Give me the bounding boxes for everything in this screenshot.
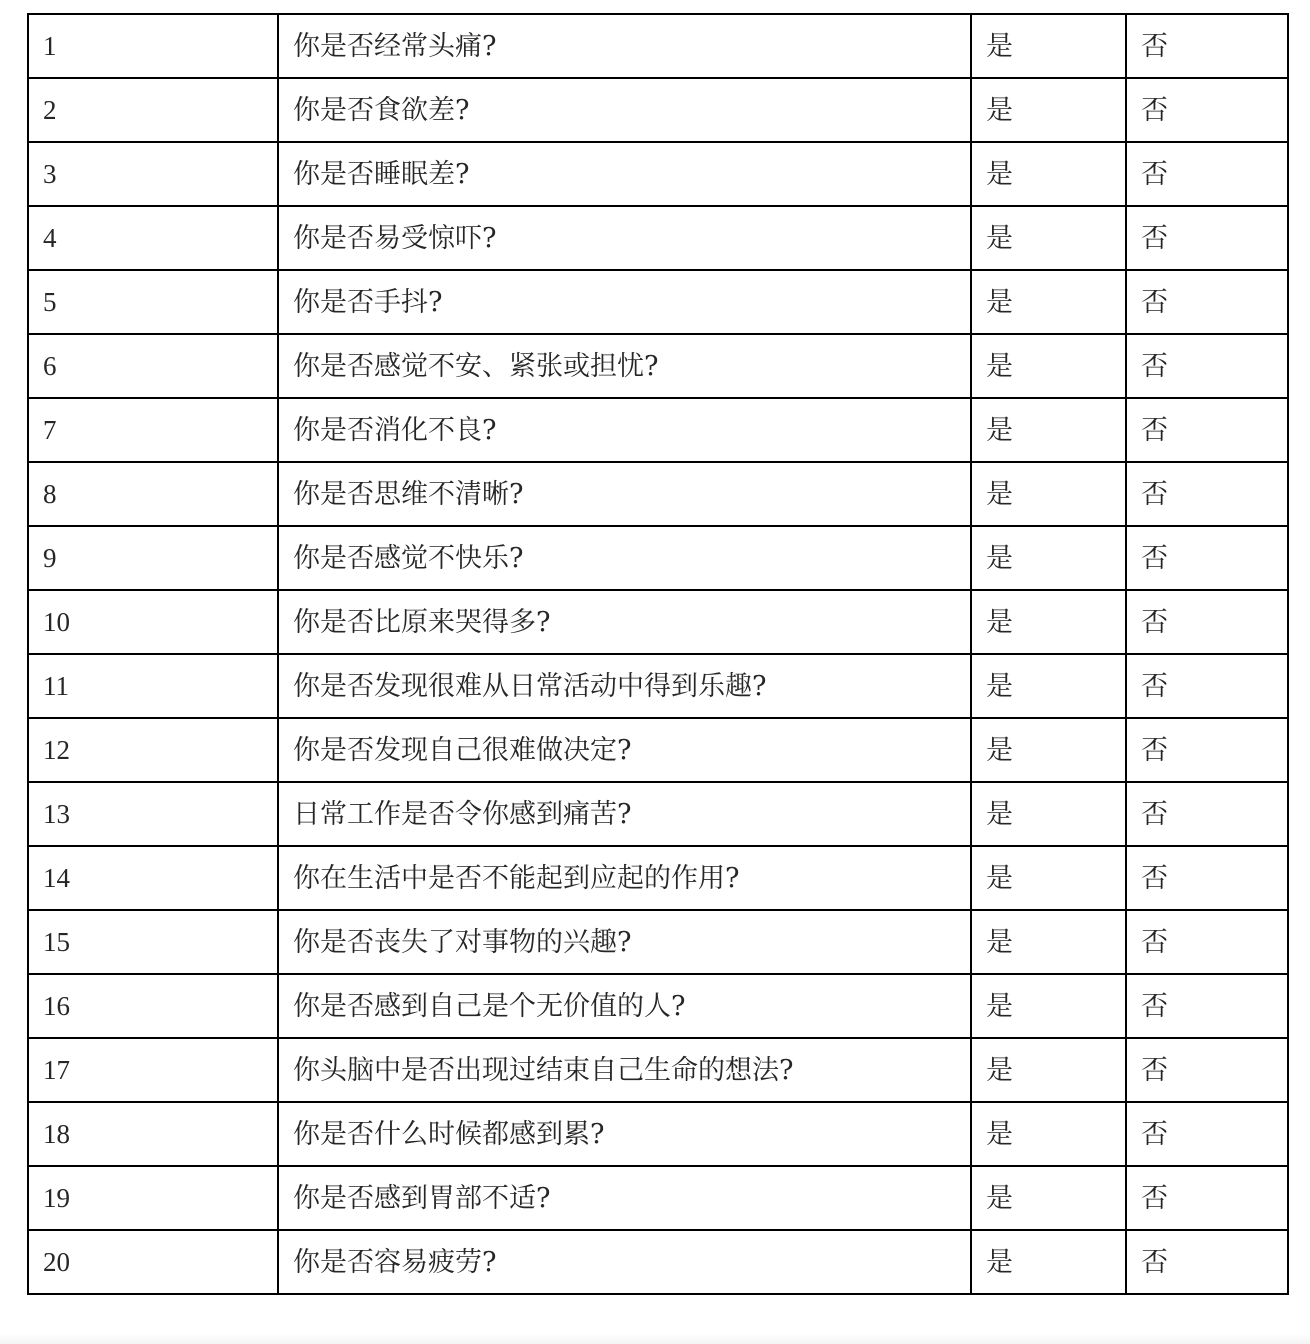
row-number-cell: 14	[28, 846, 278, 910]
question-cell: 你是否感到胃部不适?	[278, 1166, 971, 1230]
table-row	[28, 654, 1288, 718]
table-row	[28, 718, 1288, 782]
no-option-cell[interactable]: 否	[1126, 846, 1288, 910]
yes-option-cell[interactable]: 是	[971, 78, 1126, 142]
question-cell: 你是否思维不清晰?	[278, 462, 971, 526]
row-number-cell: 20	[28, 1230, 278, 1294]
yes-option-cell[interactable]: 是	[971, 1102, 1126, 1166]
table-row	[28, 1102, 1288, 1166]
question-cell: 你是否感觉不安、紧张或担忧?	[278, 334, 971, 398]
question-cell: 你是否丧失了对事物的兴趣?	[278, 910, 971, 974]
no-option-cell[interactable]: 否	[1126, 78, 1288, 142]
no-option-cell[interactable]: 否	[1126, 1230, 1288, 1294]
table-row	[28, 270, 1288, 334]
no-option-cell[interactable]: 否	[1126, 142, 1288, 206]
yes-option-cell[interactable]: 是	[971, 974, 1126, 1038]
table-row	[28, 462, 1288, 526]
no-option-cell[interactable]: 否	[1126, 462, 1288, 526]
table-row	[28, 206, 1288, 270]
row-number-cell: 6	[28, 334, 278, 398]
question-cell: 你是否消化不良?	[278, 398, 971, 462]
table-row	[28, 1038, 1288, 1102]
row-number-cell: 2	[28, 78, 278, 142]
row-number-cell: 11	[28, 654, 278, 718]
question-cell: 你是否经常头痛?	[278, 14, 971, 78]
question-cell: 你是否手抖?	[278, 270, 971, 334]
no-option-cell[interactable]: 否	[1126, 782, 1288, 846]
table-row	[28, 142, 1288, 206]
yes-option-cell[interactable]: 是	[971, 14, 1126, 78]
no-option-cell[interactable]: 否	[1126, 526, 1288, 590]
table-row	[28, 974, 1288, 1038]
no-option-cell[interactable]: 否	[1126, 974, 1288, 1038]
yes-option-cell[interactable]: 是	[971, 206, 1126, 270]
table-row	[28, 590, 1288, 654]
table-row	[28, 14, 1288, 78]
question-cell: 你是否感觉不快乐?	[278, 526, 971, 590]
question-cell: 你是否食欲差?	[278, 78, 971, 142]
table-row	[28, 1230, 1288, 1294]
no-option-cell[interactable]: 否	[1126, 334, 1288, 398]
row-number-cell: 4	[28, 206, 278, 270]
yes-option-cell[interactable]: 是	[971, 910, 1126, 974]
row-number-cell: 13	[28, 782, 278, 846]
question-cell: 你是否睡眠差?	[278, 142, 971, 206]
yes-option-cell[interactable]: 是	[971, 1166, 1126, 1230]
yes-option-cell[interactable]: 是	[971, 782, 1126, 846]
no-option-cell[interactable]: 否	[1126, 590, 1288, 654]
no-option-cell[interactable]: 否	[1126, 398, 1288, 462]
table-row	[28, 78, 1288, 142]
question-cell: 你是否什么时候都感到累?	[278, 1102, 971, 1166]
row-number-cell: 1	[28, 14, 278, 78]
table-row	[28, 398, 1288, 462]
question-cell: 你是否发现自己很难做决定?	[278, 718, 971, 782]
question-cell: 你是否发现很难从日常活动中得到乐趣?	[278, 654, 971, 718]
no-option-cell[interactable]: 否	[1126, 1102, 1288, 1166]
yes-option-cell[interactable]: 是	[971, 270, 1126, 334]
row-number-cell: 17	[28, 1038, 278, 1102]
yes-option-cell[interactable]: 是	[971, 590, 1126, 654]
row-number-cell: 12	[28, 718, 278, 782]
yes-option-cell[interactable]: 是	[971, 718, 1126, 782]
table-row	[28, 782, 1288, 846]
question-cell: 你头脑中是否出现过结束自己生命的想法?	[278, 1038, 971, 1102]
row-number-cell: 3	[28, 142, 278, 206]
yes-option-cell[interactable]: 是	[971, 1038, 1126, 1102]
row-number-cell: 8	[28, 462, 278, 526]
table-body	[28, 14, 1288, 1294]
table-row	[28, 334, 1288, 398]
yes-option-cell[interactable]: 是	[971, 462, 1126, 526]
questionnaire-table	[27, 13, 1289, 1295]
row-number-cell: 9	[28, 526, 278, 590]
no-option-cell[interactable]: 否	[1126, 270, 1288, 334]
yes-option-cell[interactable]: 是	[971, 654, 1126, 718]
row-number-cell: 10	[28, 590, 278, 654]
question-cell: 你是否感到自己是个无价值的人?	[278, 974, 971, 1038]
row-number-cell: 7	[28, 398, 278, 462]
question-cell: 你是否易受惊吓?	[278, 206, 971, 270]
row-number-cell: 19	[28, 1166, 278, 1230]
table-row	[28, 526, 1288, 590]
no-option-cell[interactable]: 否	[1126, 654, 1288, 718]
yes-option-cell[interactable]: 是	[971, 526, 1126, 590]
yes-option-cell[interactable]: 是	[971, 334, 1126, 398]
question-cell: 你是否容易疲劳?	[278, 1230, 971, 1294]
no-option-cell[interactable]: 否	[1126, 14, 1288, 78]
table-row	[28, 1166, 1288, 1230]
yes-option-cell[interactable]: 是	[971, 142, 1126, 206]
table-row	[28, 910, 1288, 974]
page-bottom-edge	[0, 1334, 1310, 1344]
yes-option-cell[interactable]: 是	[971, 846, 1126, 910]
row-number-cell: 15	[28, 910, 278, 974]
question-cell: 日常工作是否令你感到痛苦?	[278, 782, 971, 846]
no-option-cell[interactable]: 否	[1126, 1038, 1288, 1102]
row-number-cell: 5	[28, 270, 278, 334]
table-row	[28, 846, 1288, 910]
no-option-cell[interactable]: 否	[1126, 1166, 1288, 1230]
no-option-cell[interactable]: 否	[1126, 206, 1288, 270]
row-number-cell: 18	[28, 1102, 278, 1166]
question-cell: 你在生活中是否不能起到应起的作用?	[278, 846, 971, 910]
yes-option-cell[interactable]: 是	[971, 1230, 1126, 1294]
no-option-cell[interactable]: 否	[1126, 718, 1288, 782]
question-cell: 你是否比原来哭得多?	[278, 590, 971, 654]
row-number-cell: 16	[28, 974, 278, 1038]
yes-option-cell[interactable]: 是	[971, 398, 1126, 462]
no-option-cell[interactable]: 否	[1126, 910, 1288, 974]
